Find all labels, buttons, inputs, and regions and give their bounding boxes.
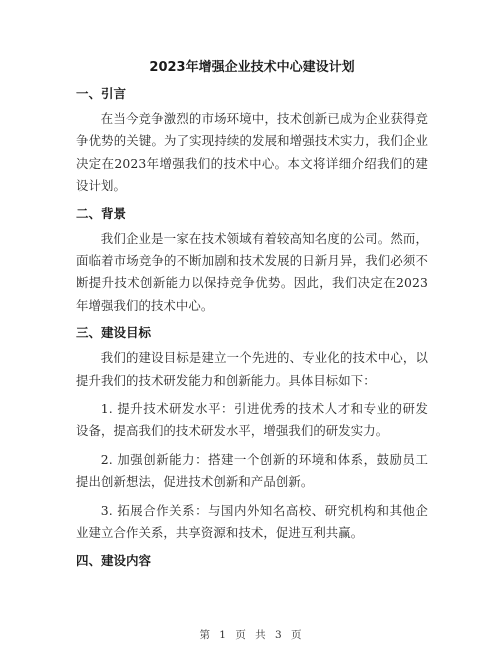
list-item: 2. 加强创新能力：搭建一个创新的环境和体系，鼓励员工提出创新想法，促进技术创新和产品创新。 — [76, 451, 428, 490]
page-number-footer: 第 1 页 共 3 页 — [199, 629, 303, 641]
section-heading-content: 四、建设内容 — [76, 552, 152, 568]
section-heading-background: 二、背景 — [76, 205, 127, 221]
list-item: 1. 提升技术研发水平：引进优秀的技术人才和专业的研发设备，提高我们的技术研发水平，增强我们的研发实力。 — [76, 401, 428, 439]
list-item: 3. 拓展合作关系：与国内外知名高校、研究机构和其他企业建立合作关系，共享资源和技术，促进互利共赢。 — [76, 502, 428, 541]
paragraph: 我们企业是一家在技术领域有着较高知名度的公司。然而，面临着市场竞争的不断加剧和技术发展的日新月异，我们必须不断提升技术创新能力以保持竞争优势。因此，我们决定在2023年增强我们的技术中心。 — [76, 230, 428, 313]
section-heading-goals: 三、建设目标 — [76, 325, 152, 341]
document-title: 2023年增强企业技术中心建设计划 — [149, 60, 355, 75]
paragraph: 我们的建设目标是建立一个先进的、专业化的技术中心，以提升我们的技术研发能力和创新能力。具体目标如下： — [76, 350, 428, 388]
document-body — [76, 58, 428, 575]
section-heading-introduction: 一、引言 — [76, 86, 127, 101]
paragraph: 在当今竞争激烈的市场环境中，技术创新已成为企业获得竞争优势的关键。为了实现持续的发展和增强技术实力，我们企业决定在2023年增强我们的技术中心。本文将详细介绍我们的建设计划。 — [76, 111, 428, 194]
